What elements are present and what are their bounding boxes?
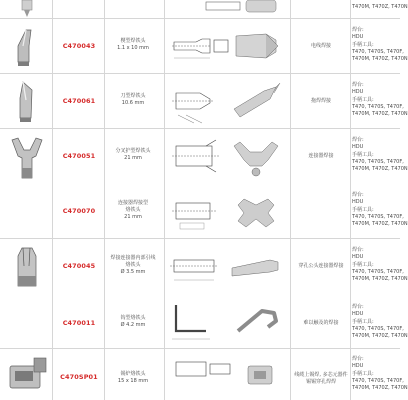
table-row bbox=[0, 18, 408, 73]
connector-tip-image bbox=[4, 242, 50, 290]
table-row bbox=[0, 348, 408, 400]
technical-drawing bbox=[166, 132, 288, 180]
product-code: C470061 bbox=[62, 97, 96, 105]
description-line: Ø 3.5 mm bbox=[120, 268, 146, 275]
product-description bbox=[104, 148, 162, 162]
application-line: 锡锡穿孔焊焊 bbox=[305, 378, 336, 385]
description-line: 10.6 mm bbox=[121, 99, 145, 106]
product-description bbox=[104, 38, 162, 52]
description-line: 刀型焊铁头 bbox=[120, 93, 146, 99]
description-line: 15 x 18 mm bbox=[117, 377, 149, 384]
wedge-tip-image bbox=[4, 24, 50, 68]
description-line: 1.1 x 10 mm bbox=[117, 44, 149, 51]
product-description bbox=[104, 200, 162, 220]
compat-text: 焊台: HDU 手柄工具: T470, T470S, T470F, T470M, T470Z, T470N bbox=[352, 247, 408, 282]
compat-text-partial: T470M, T470Z, T470N bbox=[352, 4, 408, 10]
application-text bbox=[292, 372, 350, 386]
compat-text: 焊台: HDU 手柄工具: T470, T470S, T470F, T470M, T470Z, T470N bbox=[352, 356, 408, 391]
description-line: 烙铁头 bbox=[125, 261, 141, 268]
solder-pot-tip-image bbox=[4, 352, 50, 396]
table-row-partial bbox=[0, 0, 408, 18]
compat-text: 焊台: HDU 手柄工具: T470, T470S, T470F, T470M, T470Z, T470N bbox=[352, 192, 408, 227]
application-text: 连接器焊接 bbox=[308, 153, 334, 159]
description-line: 分叉护型焊铁头 bbox=[115, 148, 151, 154]
compat-text: 焊台: HDU 手柄工具: T470, T470S, T470F, T470M, T470Z, T470N bbox=[352, 27, 408, 62]
description-line: 锡炉烙铁头 bbox=[120, 371, 146, 377]
product-code: C470045 bbox=[62, 262, 96, 270]
compat-text: 焊台: HDU 手柄工具: T470, T470S, T470F, T470M, T470Z, T470N bbox=[352, 304, 408, 339]
product-code: C470011 bbox=[62, 319, 96, 327]
description-line: 焊接连接器内部引线 bbox=[110, 255, 156, 261]
technical-drawing bbox=[166, 297, 288, 345]
description-line: 21 mm bbox=[124, 154, 142, 161]
tip-image-partial bbox=[4, 0, 50, 18]
product-code: C470SP01 bbox=[60, 373, 98, 381]
application-line: 线缆上锡焊, 多芯元器件 bbox=[294, 372, 348, 378]
table-row bbox=[0, 183, 408, 238]
product-code: C470070 bbox=[62, 207, 96, 215]
technical-drawing-partial bbox=[166, 0, 288, 18]
description-line: 钩型烙铁头 bbox=[120, 315, 146, 321]
description-line: 楔型焊铁头 bbox=[120, 38, 146, 44]
knife-tip-image bbox=[4, 78, 50, 124]
product-description bbox=[104, 371, 162, 385]
table-row bbox=[0, 128, 408, 183]
product-description bbox=[104, 315, 162, 329]
technical-drawing bbox=[166, 77, 288, 125]
product-code: C470051 bbox=[62, 152, 96, 160]
application-text: 难以触及的焊接 bbox=[303, 320, 339, 326]
application-text: 穿孔公头连接器焊接 bbox=[298, 263, 344, 269]
technical-drawing bbox=[166, 22, 288, 70]
product-description bbox=[104, 255, 162, 275]
table-row bbox=[0, 73, 408, 128]
compat-text: 焊台: HDU 手柄工具: T470, T470S, T470F, T470M, T470Z, T470N bbox=[352, 137, 408, 172]
technical-drawing bbox=[166, 242, 288, 290]
table-row bbox=[0, 293, 408, 348]
compat-text: 焊台: HDU 手柄工具: T470, T470S, T470F, T470M, T470Z, T470N bbox=[352, 82, 408, 117]
technical-drawing bbox=[166, 352, 288, 398]
application-text: 电线焊接 bbox=[310, 43, 331, 49]
fork-tip-image bbox=[4, 134, 50, 180]
description-line: Ø 4.2 mm bbox=[120, 321, 146, 328]
product-description bbox=[104, 93, 162, 107]
application-text: 拖焊焊接 bbox=[310, 98, 331, 104]
description-line: 21 mm bbox=[124, 213, 142, 220]
description-line: 连接器焊接型 bbox=[117, 200, 148, 206]
table-row bbox=[0, 238, 408, 293]
technical-drawing bbox=[166, 187, 288, 235]
product-code: C470043 bbox=[62, 42, 96, 50]
description-line: 烙铁头 bbox=[125, 206, 141, 213]
